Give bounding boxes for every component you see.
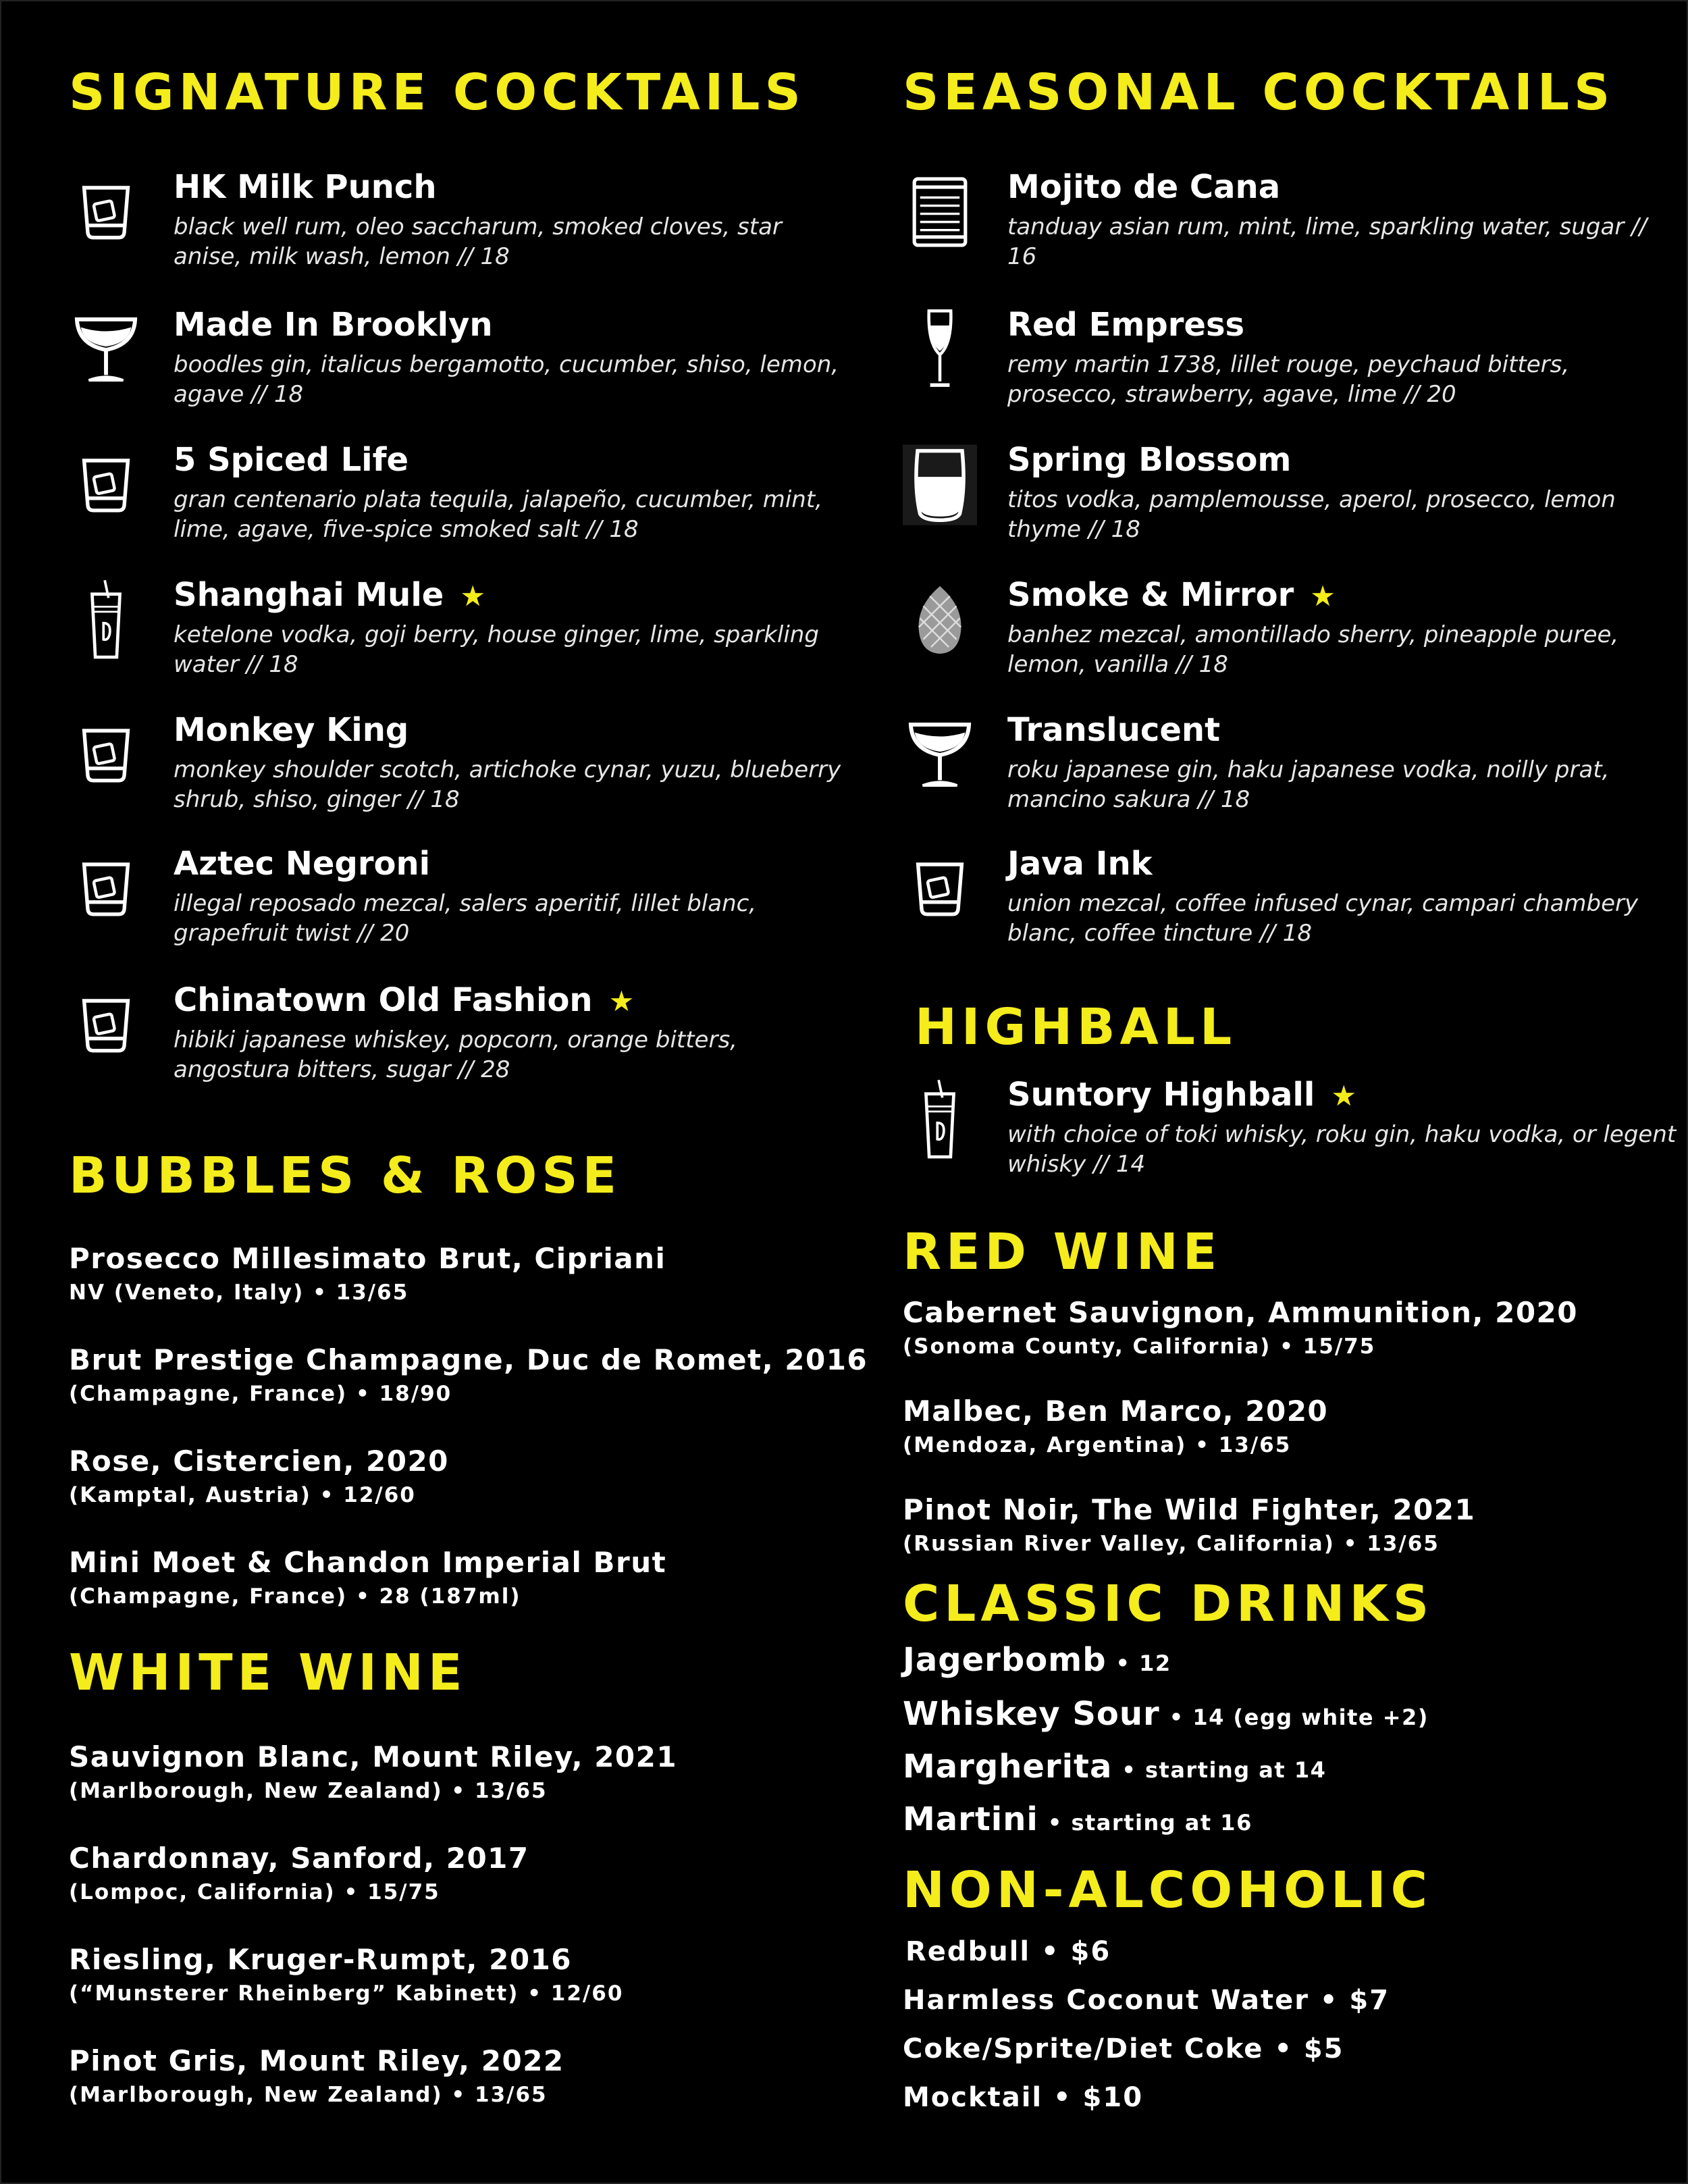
cocktail-description: titos vodka, pamplemousse, aperol, prosecco, lemon thyme // 18	[1007, 486, 1616, 543]
non-alcoholic-heading: NON-ALCOHOLIC	[903, 1861, 1432, 1919]
cocktail-name	[174, 169, 437, 206]
cocktail-item	[903, 442, 1672, 563]
non-alcoholic-item: Mocktail • $10	[903, 2082, 1144, 2113]
signature-cocktails-heading: SIGNATURE COCKTAILS	[69, 63, 806, 122]
wine-detail: (Kamptal, Austria) • 12/60	[69, 1483, 416, 1508]
bubbles-rose-heading: BUBBLES & ROSE	[69, 1147, 622, 1205]
wine-item	[69, 1343, 868, 1407]
wine-detail: (Sonoma County, California) • 15/75	[903, 1334, 1376, 1359]
red-wine-heading: RED WINE	[903, 1223, 1222, 1281]
coupe-glass-icon	[907, 714, 973, 796]
cocktail-description: illegal reposado mezcal, salers aperitif, lillet blanc, grapefruit twist // 20	[174, 890, 757, 947]
classic-drink-price: • starting at 16	[1047, 1810, 1252, 1836]
wine-name: Pinot Gris, Mount Riley, 2022	[69, 2044, 564, 2077]
wine-name: Rose, Cistercien, 2020	[69, 1445, 449, 1478]
cocktail-name-text: Mojito de Cana	[1007, 168, 1281, 206]
cocktail-name-text: Made In Brooklyn	[174, 306, 493, 344]
rocks-glass-icon	[76, 855, 136, 922]
classic-drink-item	[903, 1641, 1171, 1679]
cocktail-name	[174, 577, 485, 614]
wine-name: Cabernet Sauvignon, Ammunition, 2020	[903, 1296, 1579, 1329]
cocktail-name-text: Translucent	[1007, 711, 1221, 749]
cocktail-item	[903, 712, 1672, 833]
wine-detail: (Marlborough, New Zealand) • 13/65	[69, 1779, 548, 1804]
cocktail-name	[174, 982, 634, 1019]
wine-name: Riesling, Kruger-Rumpt, 2016	[69, 1943, 573, 1976]
cocktail-description: black well rum, oleo saccharum, smoked cloves, star anise, milk wash, lemon // 18	[174, 213, 782, 270]
classic-drink-item	[903, 1800, 1252, 1838]
cocktail-name-text: Chinatown Old Fashion	[174, 981, 593, 1019]
classic-drink-name: Margherita	[903, 1748, 1113, 1786]
classic-drink-price: • 12	[1115, 1650, 1171, 1676]
classic-drink-name: Whiskey Sour	[903, 1695, 1160, 1733]
coupe-glass-icon	[903, 714, 977, 796]
wine-name: Pinot Noir, The Wild Fighter, 2021	[903, 1493, 1476, 1526]
non-alcoholic-item: Harmless Coconut Water • $7	[903, 1985, 1390, 2016]
classic-drink-item	[903, 1695, 1429, 1733]
wine-name: Prosecco Millesimato Brut, Cipriani	[69, 1242, 666, 1275]
pineapple-glass-icon	[912, 579, 968, 660]
highball-glass-icon	[69, 579, 143, 660]
cocktail-name-text: Smoke & Mirror	[1007, 576, 1294, 614]
classic-drinks-heading: CLASSIC DRINKS	[903, 1575, 1434, 1633]
highball-glass-icon	[921, 1076, 959, 1163]
tin-can-icon	[903, 172, 977, 253]
cocktail-item	[69, 169, 852, 290]
pineapple-glass-icon	[903, 579, 977, 660]
wine-name: Mini Moet & Chandon Imperial Brut	[69, 1546, 667, 1579]
cocktail-description: monkey shoulder scotch, artichoke cynar, yuzu, blueberry shrub, shiso, ginger // 18	[174, 756, 841, 813]
cocktail-item	[69, 307, 852, 428]
non-alcoholic-item: Redbull • $6	[905, 1936, 1111, 1967]
classic-drink-name: Martini	[903, 1800, 1038, 1838]
wine-detail: (Marlborough, New Zealand) • 13/65	[69, 2083, 548, 2108]
cocktail-item	[69, 982, 852, 1103]
rocks-glass-icon	[69, 172, 143, 253]
wine-detail: NV (Veneto, Italy) • 13/65	[69, 1280, 409, 1305]
cocktail-name	[174, 846, 430, 883]
cocktail-item	[69, 846, 852, 967]
cocktail-name	[1007, 846, 1153, 883]
cocktail-name-text: Red Empress	[1007, 306, 1245, 344]
wine-detail: (Champagne, France) • 18/90	[69, 1382, 452, 1407]
cocktail-description: with choice of toki whisky, roku gin, haku vodka, or legent whisky // 14	[1007, 1121, 1677, 1178]
cocktail-name	[1007, 712, 1220, 749]
wine-item	[69, 1445, 852, 1507]
cocktail-name	[174, 442, 408, 479]
wine-detail: (“Munsterer Rheinberg” Kabinett) • 12/60	[69, 1981, 624, 2006]
tin-can-icon	[911, 172, 969, 253]
cocktail-name-text: Suntory Highball	[1007, 1076, 1315, 1114]
cocktail-item	[903, 846, 1672, 967]
wine-item	[903, 1494, 1672, 1556]
wine-name: Malbec, Ben Marco, 2020	[903, 1395, 1329, 1428]
cocktail-name-text: Monkey King	[174, 711, 409, 749]
white-wine-heading: WHITE WINE	[69, 1644, 467, 1702]
classic-drink-name: Jagerbomb	[903, 1641, 1107, 1679]
cocktail-description: banhez mezcal, amontillado sherry, pineapple puree, lemon, vanilla // 18	[1007, 621, 1619, 678]
wine-detail: (Champagne, France) • 28 (187ml)	[69, 1584, 521, 1609]
cocktail-description: union mezcal, coffee infused cynar, campari chambery blanc, coffee tincture // 18	[1007, 890, 1639, 947]
classic-drink-item	[903, 1748, 1327, 1786]
cocktail-name-text: 5 Spiced Life	[174, 441, 409, 479]
cocktail-name	[1007, 577, 1336, 614]
cocktail-item	[903, 307, 1672, 428]
cocktail-name-text: Java Ink	[1007, 845, 1153, 883]
star-icon: ★	[460, 579, 485, 613]
rocks-glass-icon	[69, 714, 143, 796]
cocktail-name	[1007, 442, 1291, 479]
non-alcoholic-item: Coke/Sprite/Diet Coke • $5	[903, 2033, 1344, 2064]
wine-item	[69, 2045, 852, 2107]
flute-glass-icon	[922, 304, 958, 396]
cocktail-item	[903, 169, 1672, 290]
stemless-glass-icon	[903, 444, 977, 525]
cocktail-name-text: Aztec Negroni	[174, 845, 431, 883]
rocks-glass-icon	[903, 848, 977, 929]
cocktail-description: roku japanese gin, haku japanese vodka, noilly prat, mancino sakura // 18	[1007, 756, 1610, 813]
wine-item	[69, 1944, 852, 2006]
highball-heading: HIGHBALL	[915, 998, 1237, 1056]
cocktail-name	[1007, 307, 1244, 344]
highball-glass-icon	[903, 1079, 977, 1160]
cocktail-description: tanduay asian rum, mint, lime, sparkling water, sugar // 16	[1007, 213, 1647, 270]
wine-name: Brut Prestige Champagne, Duc de Romet, 2016	[69, 1343, 868, 1376]
wine-detail: (Russian River Valley, California) • 13/65	[903, 1532, 1440, 1557]
cocktail-item	[903, 577, 1672, 698]
rocks-glass-icon	[909, 855, 970, 922]
wine-item	[903, 1395, 1672, 1457]
rocks-glass-icon	[76, 991, 136, 1059]
wine-item	[69, 1243, 852, 1305]
rocks-glass-icon	[76, 451, 136, 519]
cocktail-item	[69, 577, 852, 698]
cocktail-name-text: HK Milk Punch	[174, 168, 437, 206]
cocktail-item	[903, 1076, 1677, 1198]
rocks-glass-icon	[76, 178, 136, 246]
cocktail-name	[1007, 1076, 1356, 1114]
cocktail-description: gran centenario plata tequila, jalapeño, cucumber, mint, lime, agave, five-spice smoked salt // 18	[174, 486, 822, 543]
star-icon: ★	[1310, 579, 1336, 613]
wine-name: Chardonnay, Sanford, 2017	[69, 1842, 529, 1875]
seasonal-cocktails-heading: SEASONAL COCKTAILS	[903, 63, 1615, 122]
rocks-glass-icon	[69, 985, 143, 1066]
cocktail-description: ketelone vodka, goji berry, house ginger, lime, sparkling water // 18	[174, 621, 819, 678]
highball-glass-icon	[87, 577, 125, 663]
stemless-glass-icon	[903, 442, 977, 528]
wine-item	[69, 1741, 852, 1803]
flute-glass-icon	[903, 309, 977, 390]
wine-detail: (Mendoza, Argentina) • 13/65	[903, 1433, 1292, 1458]
rocks-glass-icon	[76, 721, 136, 789]
rocks-glass-icon	[69, 848, 143, 929]
cocktail-name	[174, 712, 408, 749]
star-icon: ★	[608, 985, 635, 1018]
cocktail-item	[69, 712, 852, 833]
cocktail-name-text: Spring Blossom	[1007, 441, 1292, 479]
wine-name: Sauvignon Blanc, Mount Riley, 2021	[69, 1740, 678, 1773]
wine-detail: (Lompoc, California) • 15/75	[69, 1880, 440, 1905]
star-icon: ★	[1331, 1079, 1356, 1112]
wine-item	[69, 1842, 852, 1904]
classic-drink-price: • starting at 14	[1122, 1757, 1327, 1783]
cocktail-description: hibiki japanese whiskey, popcorn, orange bitters, angostura bitters, sugar // 28	[174, 1026, 737, 1083]
wine-item	[69, 1546, 852, 1609]
cocktail-name	[174, 307, 493, 344]
rocks-glass-icon	[69, 444, 143, 525]
cocktail-item	[69, 442, 852, 563]
cocktail-description: boodles gin, italicus bergamotto, cucumber, shiso, lemon, agave // 18	[174, 351, 839, 408]
classic-drink-price: • 14 (egg white +2)	[1169, 1705, 1429, 1730]
cocktail-name-text: Shanghai Mule	[174, 576, 444, 614]
wine-item	[903, 1297, 1672, 1359]
cocktail-name	[1007, 169, 1280, 206]
cocktail-description: remy martin 1738, lillet rouge, peychaud bitters, prosecco, strawberry, agave, lime // 20	[1007, 351, 1570, 408]
coupe-glass-icon	[73, 309, 139, 390]
coupe-glass-icon	[69, 309, 143, 390]
